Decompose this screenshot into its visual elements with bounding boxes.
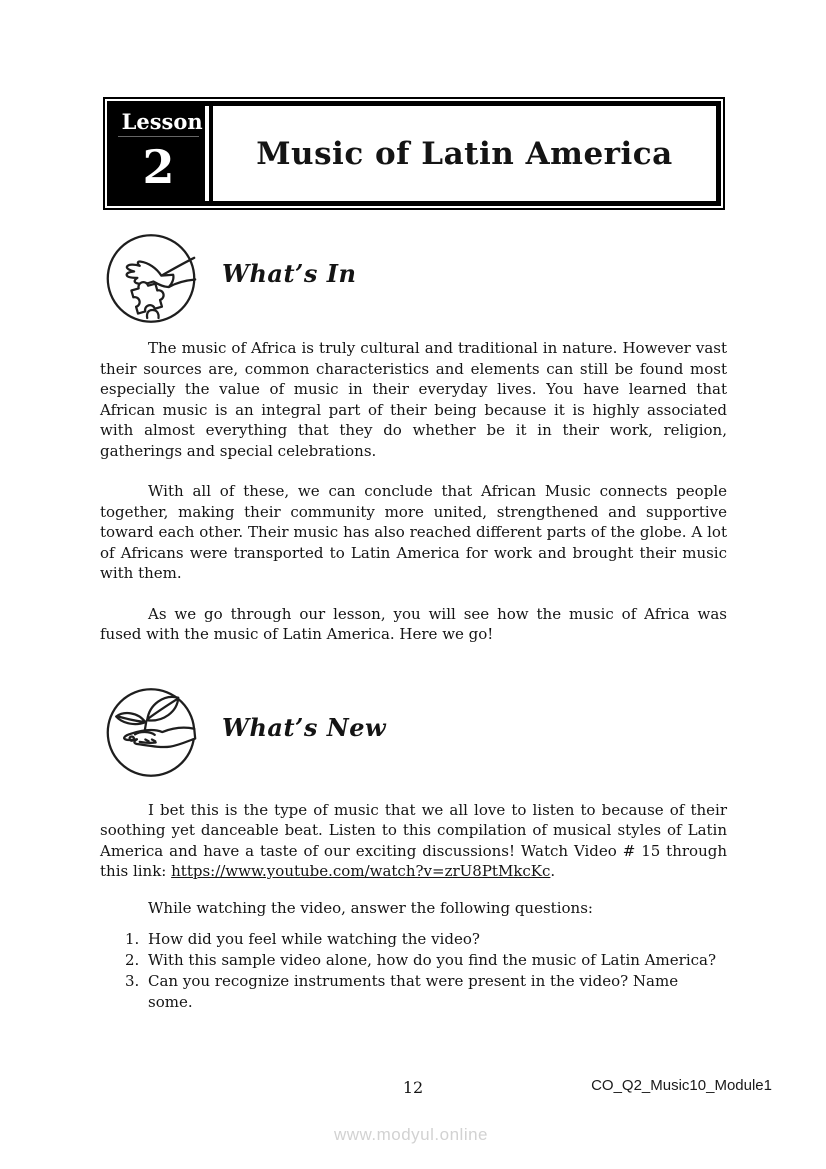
question-list xyxy=(100,929,727,1013)
question-text: Can you recognize instruments that were present in the video? Name some. xyxy=(148,972,679,1011)
lesson-number-box xyxy=(112,106,209,201)
puzzle-piece-hand-icon xyxy=(104,231,198,326)
after-link-period: . xyxy=(550,862,556,880)
lesson-label: Lesson xyxy=(118,106,200,137)
question-item xyxy=(100,929,727,950)
question-text: With this sample video alone, how do you find the music of Latin America? xyxy=(148,951,717,969)
youtube-video-link[interactable]: https://www.youtube.com/watch?v=zrU8PtMkcKc xyxy=(171,862,551,880)
question-text: How did you feel while watching the video? xyxy=(148,930,480,948)
question-item xyxy=(100,950,727,971)
whats-in-heading-row xyxy=(104,231,727,326)
module-code: CO_Q2_Music10_Module1 xyxy=(591,1077,772,1094)
lesson-banner xyxy=(103,97,725,210)
question-item xyxy=(100,971,727,1013)
question-number: 2. xyxy=(125,951,140,969)
paragraph-africa-connects: With all of these, we can conclude that African Music connects people together, making their community more united, strengthened and supportive toward each other. Their music has also reached different parts of the globe. A lot of Africans were transported to Latin America for work and brought their music with them. xyxy=(100,482,727,582)
video-intro-text: I bet this is the type of music that we all love to listen to because of their soothing yet danceable beat. Listen to this compilation of musical styles of Latin America and have a taste of our exciting discussions! Watch Video # 15 through this link: xyxy=(100,800,727,880)
lesson-number: 2 xyxy=(142,140,175,195)
page-number: 12 xyxy=(402,1078,424,1097)
paragraph-lesson-preview: As we go through our lesson, you will see how the music of Africa was fused with the music of Latin America. Here we go! xyxy=(100,604,727,643)
whats-in-heading: What’s In xyxy=(222,259,357,288)
watermark: www.modyul.online xyxy=(334,1125,489,1144)
whats-new-section xyxy=(100,685,727,1014)
lesson-title: Music of Latin America xyxy=(256,135,673,172)
lesson-banner-inner xyxy=(107,101,721,206)
seedling-in-hand-icon xyxy=(104,685,198,780)
lesson-title-box xyxy=(213,106,716,201)
whats-new-heading: What’s New xyxy=(222,712,387,742)
question-number: 3. xyxy=(125,972,140,990)
paragraph-video-intro xyxy=(100,800,727,882)
question-number: 1. xyxy=(125,930,140,948)
questions-instruction: While watching the video, answer the following questions: xyxy=(148,898,593,917)
whats-new-heading-row xyxy=(104,685,727,780)
whats-in-section xyxy=(100,231,727,645)
paragraph-africa-culture: The music of Africa is truly cultural and traditional in nature. However vast their sources are, common characteristics and elements can still be found most especially the value of music in their everyday lives. You have learned that African music is an integral part of their being because it is highly associated with almost everything that they do whether be it in their work, religion, gatherings and special celebrations. xyxy=(100,339,727,460)
